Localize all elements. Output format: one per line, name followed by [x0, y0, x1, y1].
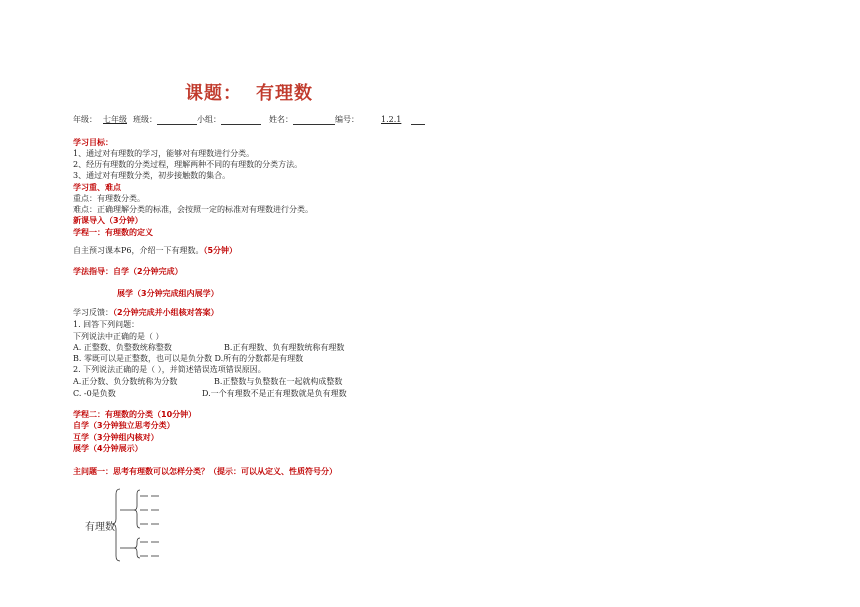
step2-show: 展学（4分钟展示） [73, 444, 143, 453]
feedback-note: （2分钟完成并小组核对答案） [113, 308, 219, 317]
guidance-show: 展学（3分钟完成组内展学） [117, 289, 219, 298]
feedback-line [73, 308, 219, 318]
option-b: B.正有理数、负有理数统称有理数 [224, 343, 345, 352]
focus-key: 重点：有理数分类。 [73, 194, 145, 203]
brace-diagram [80, 486, 200, 566]
guidance-self: 学法指导：自学（2分钟完成） [73, 267, 183, 276]
goals-heading: 学习目标： [73, 138, 113, 147]
intro-heading: 新课导入（3分钟） [73, 216, 143, 225]
feedback-label: 学习反馈： [73, 308, 113, 317]
name-blank [293, 116, 335, 125]
focus-difficulty: 难点：正确理解分类的标准，会按照一定的标准对有理数进行分类。 [73, 205, 313, 214]
title-prefix: 课题： [185, 83, 242, 104]
question-2: 2. 下列说法正确的是（ ），并简述错误选项错误原因。 [73, 365, 266, 374]
classification-diagram [80, 486, 200, 566]
number-value: 1.2.1 [381, 115, 402, 124]
grade-label: 年级： [73, 115, 97, 124]
question-1: 1. 回答下列问题： [73, 320, 140, 329]
question-1-stem: 下列说法中正确的是（ ） [73, 332, 164, 341]
step2-heading: 学程二：有理数的分类（10分钟） [73, 410, 197, 419]
page-title [185, 79, 313, 105]
name-label: 姓名： [269, 115, 293, 124]
option-b-d: B. 零既可以是正整数，也可以是负分数 D.所有的分数都是有理数 [73, 354, 304, 363]
upper-brace [134, 490, 140, 528]
goal-item: 3、通过对有理数分类，初步接触数的集合。 [73, 171, 231, 180]
class-label: 班级： [133, 115, 157, 124]
main-problem: 主问题一：思考有理数可以怎样分类？（提示：可以从定义、性质符号分） [73, 467, 337, 476]
goal-item: 2、经历有理数的分类过程，理解两种不同的有理数的分类方法。 [73, 160, 303, 169]
diagram-root-label: 有理数 [85, 522, 115, 533]
class-blank [157, 116, 197, 125]
option-a: A.正分数、负分数统称为分数 [73, 377, 178, 386]
preview-text: 自主预习课本P6，介绍一下有理数。 [73, 246, 204, 255]
preview-time: （5分钟） [203, 246, 238, 255]
meta-line [73, 115, 425, 125]
step2-mutual: 互学（3分钟组内核对） [73, 433, 159, 442]
group-label: 小组： [197, 115, 221, 124]
lower-brace [134, 538, 140, 558]
option-d: D.一个有理数不是正有理数就是负有理数 [202, 389, 347, 398]
goal-item: 1、通过对有理数的学习，能够对有理数进行分类。 [73, 149, 255, 158]
option-c: C. -0是负数 [73, 389, 116, 398]
option-b: B.正整数与负整数在一起就构成整数 [214, 377, 343, 386]
option-a: A. 正整数、负整数统称整数 [73, 343, 172, 352]
number-label: 编号： [335, 115, 359, 124]
focus-heading: 学习重、难点 [73, 183, 121, 192]
step2-self: 自学（3分钟独立思考分类） [73, 421, 175, 430]
outer-brace [112, 489, 120, 561]
preview-line [73, 246, 237, 256]
group-blank [221, 116, 261, 125]
title-subject: 有理数 [256, 83, 313, 104]
step1-heading: 学程一：有理数的定义 [73, 228, 153, 237]
number-blank [411, 116, 425, 125]
grade-value: 七年级 [103, 115, 127, 124]
